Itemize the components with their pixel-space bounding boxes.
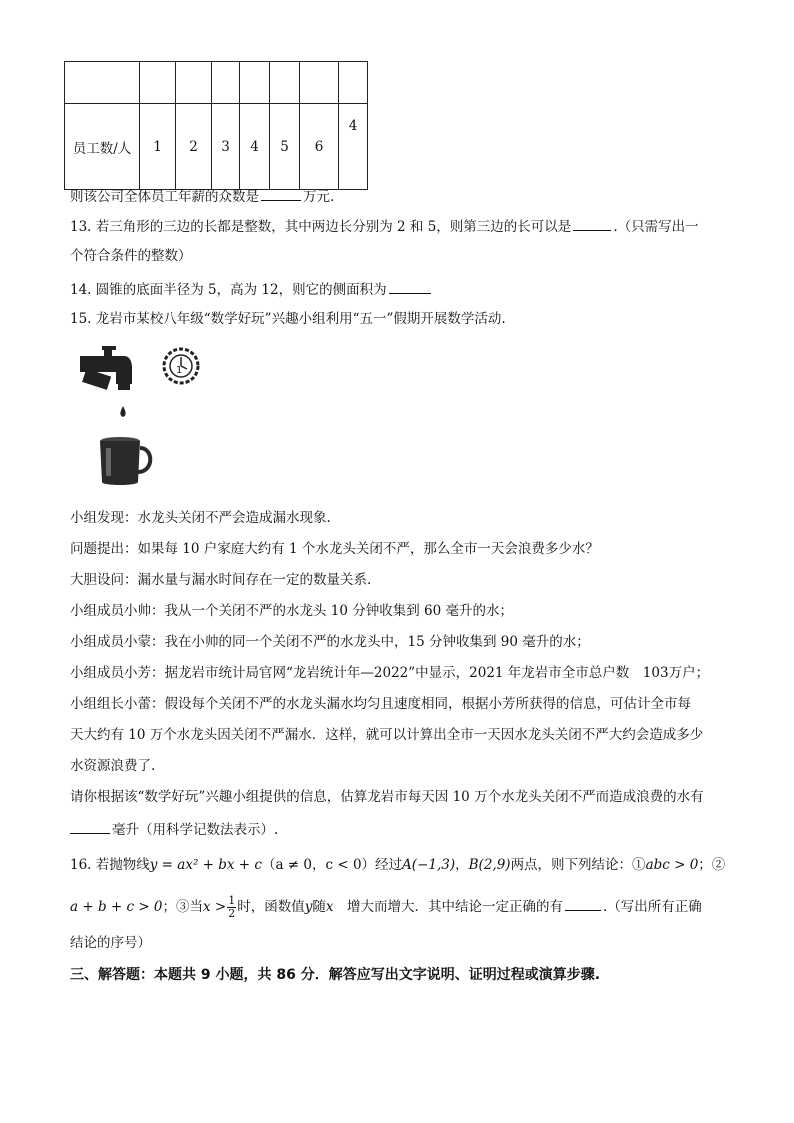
fraction-one-half [227,895,236,920]
point-a: A(−1,3) [402,857,456,873]
table-cell [140,62,176,104]
faucet-clock-cup-illustration [76,344,216,489]
table-cell: 4 [339,104,368,190]
q16-text: 16. 若抛物线 [70,857,150,873]
water-drop-icon [120,406,125,417]
table-row [65,62,368,104]
q16-text: 两点，则下列结论：① [510,857,646,873]
q16-separator: ， [455,857,469,873]
q13-text: 13. 若三角形的三边的长都是整数，其中两边长分别为 2 和 5，则第三边的长可以是 [70,219,572,235]
clock-number: 1 [176,365,183,376]
clock-icon [164,349,198,383]
q15-member-xiaofang: 小组成员小芳：据龙岩市统计局官网“龙岩统计年—2022”中显示，2021 年龙岩市全市总户数 103万户； [70,665,710,681]
table-cell: 1 [140,104,176,190]
table-cell: 3 [212,104,240,190]
parabola-equation: y = ax² + bx + c [149,857,262,873]
table-row-header: 员工数/人 [65,104,140,190]
fraction-denominator: 2 [228,907,236,920]
q15-leader-line1: 小组组长小蕾：假设每个关闭不严的水龙头漏水均匀且速度相同，根据小芳所获得的信息，可估计全市每 [70,696,691,712]
section-3-heading: 三、解答题：本题共 9 小题，共 86 分．解答应写出文字说明、证明过程或演算步骤. [70,967,601,983]
answer-blank[interactable] [261,186,301,201]
conclusion-2: a + b + c > 0 [70,899,163,915]
q12-answer-line [70,186,334,206]
table-cell [240,62,270,104]
q15-ask-line2 [70,819,278,839]
question-16-line3: 结论的序号） [70,935,151,951]
q16-text: 增大而增大．其中结论一定正确的有 [333,899,564,915]
q15-ask-line1: 请你根据该“数学好玩”兴趣小组提供的信息，估算龙岩市每天因 10 万个水龙头关闭不严而造成浪费的水有 [70,789,704,805]
q15-question: 问题提出：如果每 10 户家庭大约有 1 个水龙头关闭不严，那么全市一天会浪费多少水？ [70,541,599,557]
answer-blank[interactable] [389,279,431,294]
q15-leader-line3: 水资源浪费了. [70,758,156,774]
q15-member-xiaoshuai: 小组成员小帅：我从一个关闭不严的水龙头 10 分钟收集到 60 毫升的水； [70,603,514,619]
answer-blank[interactable] [573,216,611,231]
q16-x-condition: x > [203,899,227,915]
measuring-cup-icon [100,437,150,485]
answer-blank[interactable] [70,819,110,834]
conclusion-1: abc > 0 [645,857,699,873]
fraction-numerator: 1 [228,894,236,907]
q16-text: 经过 [375,857,403,873]
q16-condition: （a ≠ 0，c < 0） [261,857,376,873]
table-cell [270,62,300,104]
q12-text: 则该公司全体员工年薪的众数是 [70,189,259,205]
question-14 [70,279,433,299]
table-cell: 4 [240,104,270,190]
question-13-cont: 个符合条件的整数） [70,248,192,264]
point-b: B(2,9) [468,857,511,873]
q14-text: 14. 圆锥的底面半径为 5，高为 12，则它的侧面积为 [70,282,387,298]
q15-leader-line2: 天大约有 10 万个水龙头因关闭不严漏水．这样，就可以计算出全市一天因水龙头关闭不严大约会造成多少 [70,727,704,743]
q16-text: ；③当 [162,899,204,915]
table-cell: 2 [176,104,212,190]
table-cell [212,62,240,104]
faucet-icon [80,346,132,390]
q12-unit: 万元. [303,189,335,205]
q15-hypothesis: 大胆设问：漏水量与漏水时间存在一定的数量关系. [70,572,372,588]
question-13 [70,216,699,236]
q15-ask-tail: 毫升（用科学记数法表示）. [112,822,279,838]
table-cell [339,62,368,104]
q13-text-tail: .（只需写出一 [613,219,699,235]
q15-member-xiaomeng: 小组成员小蒙：我在小帅的同一个关闭不严的水龙头中，15 分钟收集到 90 毫升的水； [70,634,590,650]
table-cell [176,62,212,104]
q16-text: .（写出所有正确 [603,899,702,915]
q16-var-y: y [304,899,313,915]
table-row [65,104,368,190]
table-cell [65,62,140,104]
q16-text: 随 [312,899,326,915]
table-cell: 5 [270,104,300,190]
q16-text: ；② [698,857,726,873]
q16-text: 时，函数值 [237,899,305,915]
q16-var-x: x [325,899,334,915]
salary-table [64,61,368,190]
question-16-line1 [70,856,725,874]
table-cell [300,62,339,104]
answer-blank[interactable] [565,896,601,911]
q15-finding: 小组发现：水龙头关闭不严会造成漏水现象. [70,510,331,526]
question-16-line2 [70,895,702,920]
table-cell: 6 [300,104,339,190]
question-15-intro: 15. 龙岩市某校八年级“数学好玩”兴趣小组利用“五一”假期开展数学活动. [70,311,506,327]
